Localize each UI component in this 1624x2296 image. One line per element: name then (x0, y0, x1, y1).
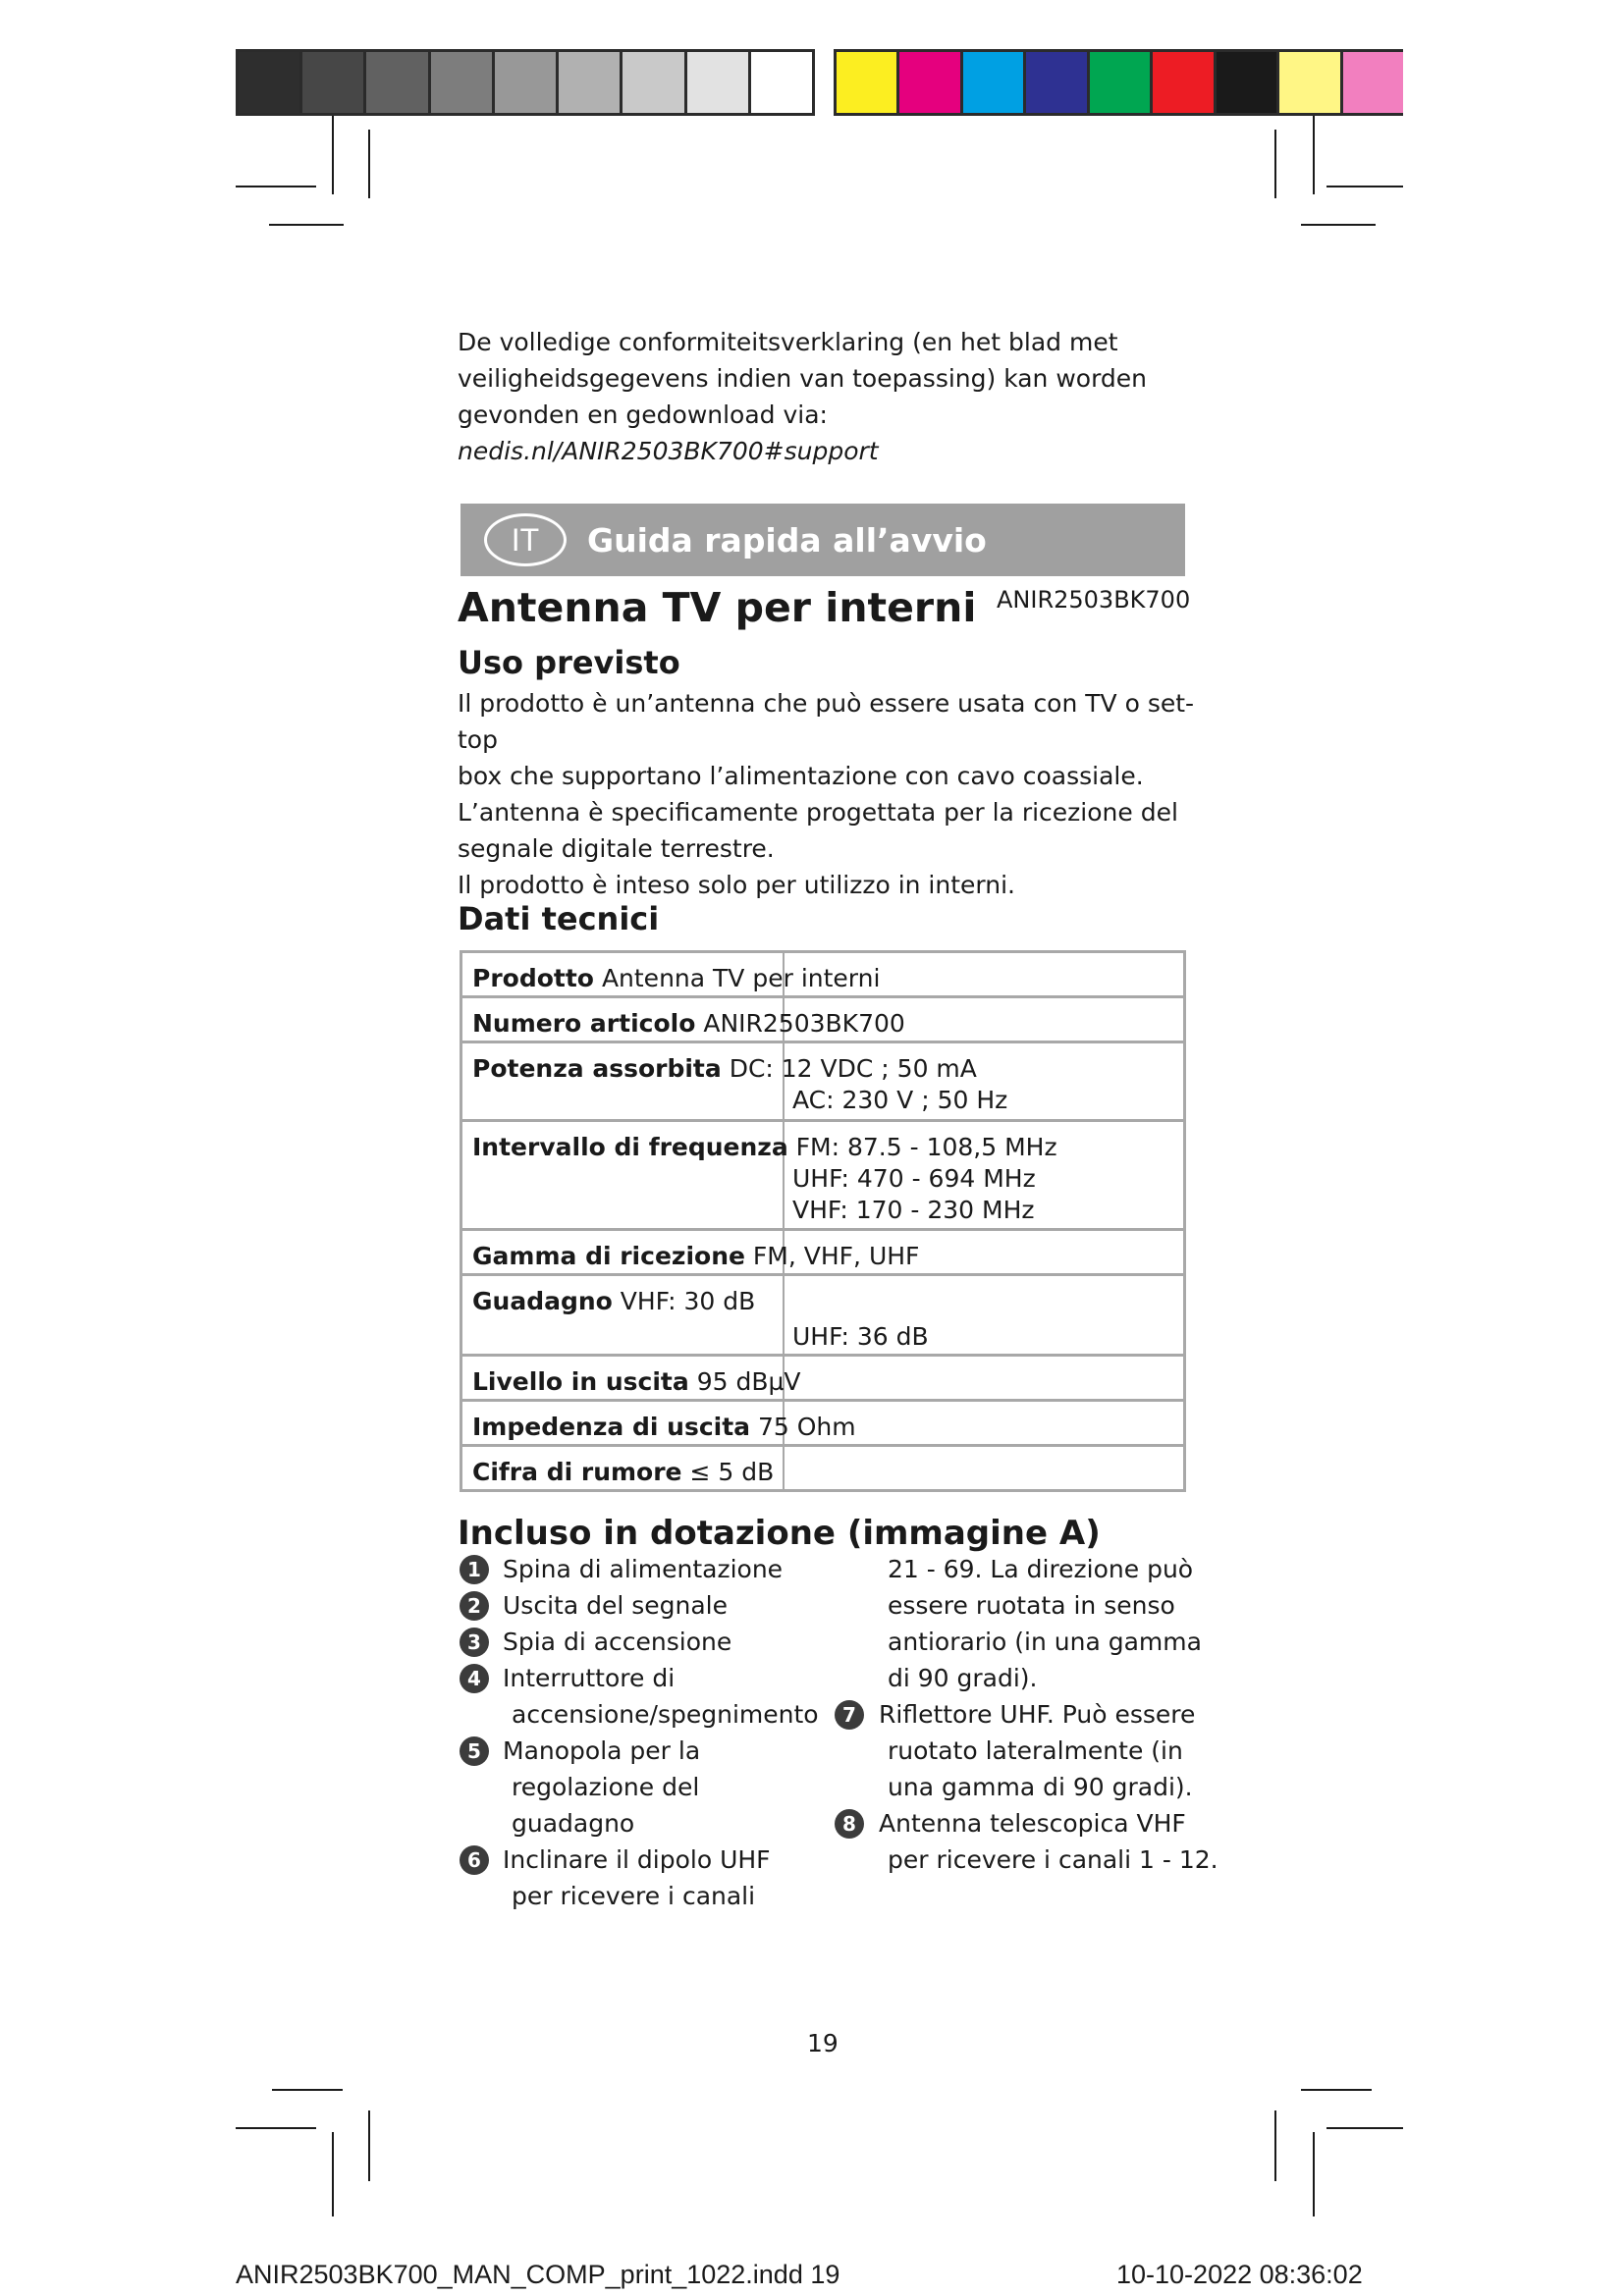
item-text: essere ruotata in senso (888, 1591, 1175, 1620)
item-number-badge: 3 (460, 1628, 489, 1657)
item-text: di 90 gradi). (888, 1664, 1038, 1692)
crop-mark (1301, 2089, 1372, 2091)
spec-value: Antenna TV per interni (601, 964, 881, 992)
spec-value: 95 dBµV (696, 1367, 801, 1396)
crop-mark (1313, 116, 1315, 194)
included-heading-bold: Incluso in dotazione (458, 1514, 836, 1553)
crop-mark (368, 130, 370, 198)
spec-row (462, 1402, 1183, 1447)
support-url: nedis.nl/ANIR2503BK700#support (458, 437, 879, 465)
spec-value: FM, VHF, UHF (752, 1242, 920, 1270)
item-text: per ricevere i canali (512, 1882, 756, 1910)
item-number-badge: 5 (460, 1736, 489, 1766)
image-ref: A (1058, 1514, 1086, 1553)
color-swatch (1217, 52, 1279, 113)
product-title: Antenna TV per interni (458, 584, 977, 631)
color-swatch (302, 52, 366, 113)
spec-value: UHF: 36 dB (792, 1322, 929, 1351)
spec-row (462, 953, 1183, 998)
crop-mark (272, 2089, 343, 2091)
item-text: ruotato lateralmente (in (888, 1736, 1183, 1765)
color-swatch (837, 52, 899, 113)
item-text: Uscita del segnale (503, 1591, 728, 1620)
item-text: una gamma di 90 gradi). (888, 1773, 1193, 1801)
item-text: Spia di accensione (503, 1628, 732, 1656)
intro-line: gevonden en gedownload via: (458, 400, 828, 429)
item-text: guadagno (512, 1809, 635, 1838)
color-swatch (1026, 52, 1089, 113)
grayscale-color-bar (236, 49, 815, 116)
color-swatch (366, 52, 430, 113)
spec-row (462, 1231, 1183, 1276)
included-heading (458, 1512, 1101, 1555)
color-swatch (751, 52, 812, 113)
use-line: segnale digitale terrestre. (458, 834, 775, 863)
spec-value: VHF: 170 - 230 MHz (792, 1196, 1035, 1224)
specs-heading: Dati tecnici (458, 900, 660, 937)
spec-row (462, 1357, 1183, 1402)
language-banner (460, 504, 1185, 576)
spec-value: FM: 87.5 - 108,5 MHz (795, 1133, 1057, 1161)
use-line: L’antenna è specificamente progettata per la ricezione del (458, 798, 1178, 827)
spec-label: Potenza assorbita (472, 1054, 722, 1083)
slug-timestamp: 10-10-2022 08:36:02 (1116, 2260, 1363, 2289)
spec-row (462, 1122, 1183, 1231)
crop-mark (368, 2110, 370, 2181)
included-heading-open: (immagine (846, 1514, 1059, 1553)
spec-value: DC: 12 VDC ; 50 mA (729, 1054, 977, 1083)
item-number-badge: 1 (460, 1555, 489, 1584)
crop-mark (1313, 2132, 1315, 2216)
item-text: regolazione del (512, 1773, 700, 1801)
crop-mark (236, 186, 316, 187)
spec-label: Numero articolo (472, 1009, 696, 1038)
spec-table (460, 950, 1186, 1492)
spec-value: UHF: 470 - 694 MHz (792, 1164, 1036, 1193)
item-number-badge: 7 (835, 1700, 864, 1730)
item-text: Spina di alimentazione (503, 1555, 784, 1583)
crop-mark (1326, 186, 1403, 187)
page-number: 19 (807, 2029, 839, 2057)
included-heading-close: ) (1085, 1514, 1101, 1553)
spec-label: Cifra di rumore (472, 1458, 682, 1486)
product-code: ANIR2503BK700 (997, 586, 1191, 614)
crop-mark (332, 2132, 334, 2216)
color-swatch (1279, 52, 1342, 113)
color-swatch (1153, 52, 1216, 113)
item-text: accensione/spegnimento (512, 1700, 819, 1729)
crop-mark (1274, 130, 1276, 198)
use-line: Il prodotto è inteso solo per utilizzo in interni. (458, 871, 1015, 899)
spec-label: Impedenza di uscita (472, 1413, 751, 1441)
spec-row (462, 1276, 1183, 1357)
color-swatch (687, 52, 751, 113)
color-swatch (1343, 52, 1403, 113)
item-text: Manopola per la (503, 1736, 701, 1765)
item-number-badge: 6 (460, 1845, 489, 1875)
crop-mark (1326, 2127, 1403, 2129)
intro-line: De volledige conformiteitsverklaring (en het blad met (458, 328, 1118, 356)
item-text: per ricevere i canali 1 - 12. (888, 1845, 1218, 1874)
color-swatch (963, 52, 1026, 113)
use-line: box che supportano l’alimentazione con cavo coassiale. (458, 762, 1144, 790)
crop-mark (236, 2127, 316, 2129)
spec-value: ANIR2503BK700 (703, 1009, 905, 1038)
spec-label: Livello in uscita (472, 1367, 689, 1396)
color-swatch (239, 52, 302, 113)
spec-label: Guadagno (472, 1287, 613, 1315)
spec-row (462, 1043, 1183, 1122)
color-swatch (899, 52, 962, 113)
item-number-badge: 2 (460, 1591, 489, 1621)
spec-label: Prodotto (472, 964, 594, 992)
spec-label: Intervallo di frequenza (472, 1133, 788, 1161)
process-color-bar (834, 49, 1403, 116)
crop-mark (269, 224, 344, 226)
spec-label: Gamma di ricezione (472, 1242, 745, 1270)
intro-line: veiligheidsgegevens indien van toepassing) kan worden (458, 364, 1148, 393)
slug-filename: ANIR2503BK700_MAN_COMP_print_1022.indd 19 (236, 2260, 840, 2289)
item-text: Antenna telescopica VHF (879, 1809, 1186, 1838)
intended-use-text (458, 685, 1204, 903)
crop-mark (1301, 224, 1376, 226)
color-swatch (431, 52, 495, 113)
item-number-badge: 8 (835, 1809, 864, 1839)
item-text: antiorario (in una gamma (888, 1628, 1202, 1656)
spec-value: VHF: 30 dB (620, 1287, 756, 1315)
intended-use-heading: Uso previsto (458, 644, 680, 681)
conformity-paragraph (458, 324, 1204, 469)
spec-row (462, 1447, 1183, 1492)
language-badge: IT (484, 513, 567, 566)
spec-value: AC: 230 V ; 50 Hz (792, 1086, 1008, 1114)
color-swatch (623, 52, 686, 113)
item-text: Interruttore di (503, 1664, 676, 1692)
item-text: 21 - 69. La direzione può (888, 1555, 1194, 1583)
item-text: Riflettore UHF. Può essere (879, 1700, 1196, 1729)
spec-row (462, 998, 1183, 1043)
item-number-badge: 4 (460, 1664, 489, 1693)
crop-mark (1274, 2110, 1276, 2181)
spec-value: ≤ 5 dB (689, 1458, 775, 1486)
banner-title: Guida rapida all’avvio (587, 521, 987, 560)
color-swatch (1090, 52, 1153, 113)
item-text: Inclinare il dipolo UHF (503, 1845, 771, 1874)
color-swatch (559, 52, 623, 113)
spec-value: 75 Ohm (758, 1413, 856, 1441)
color-swatch (495, 52, 559, 113)
crop-mark (332, 116, 334, 194)
use-line: Il prodotto è un’antenna che può essere usata con TV o set-top (458, 689, 1195, 754)
